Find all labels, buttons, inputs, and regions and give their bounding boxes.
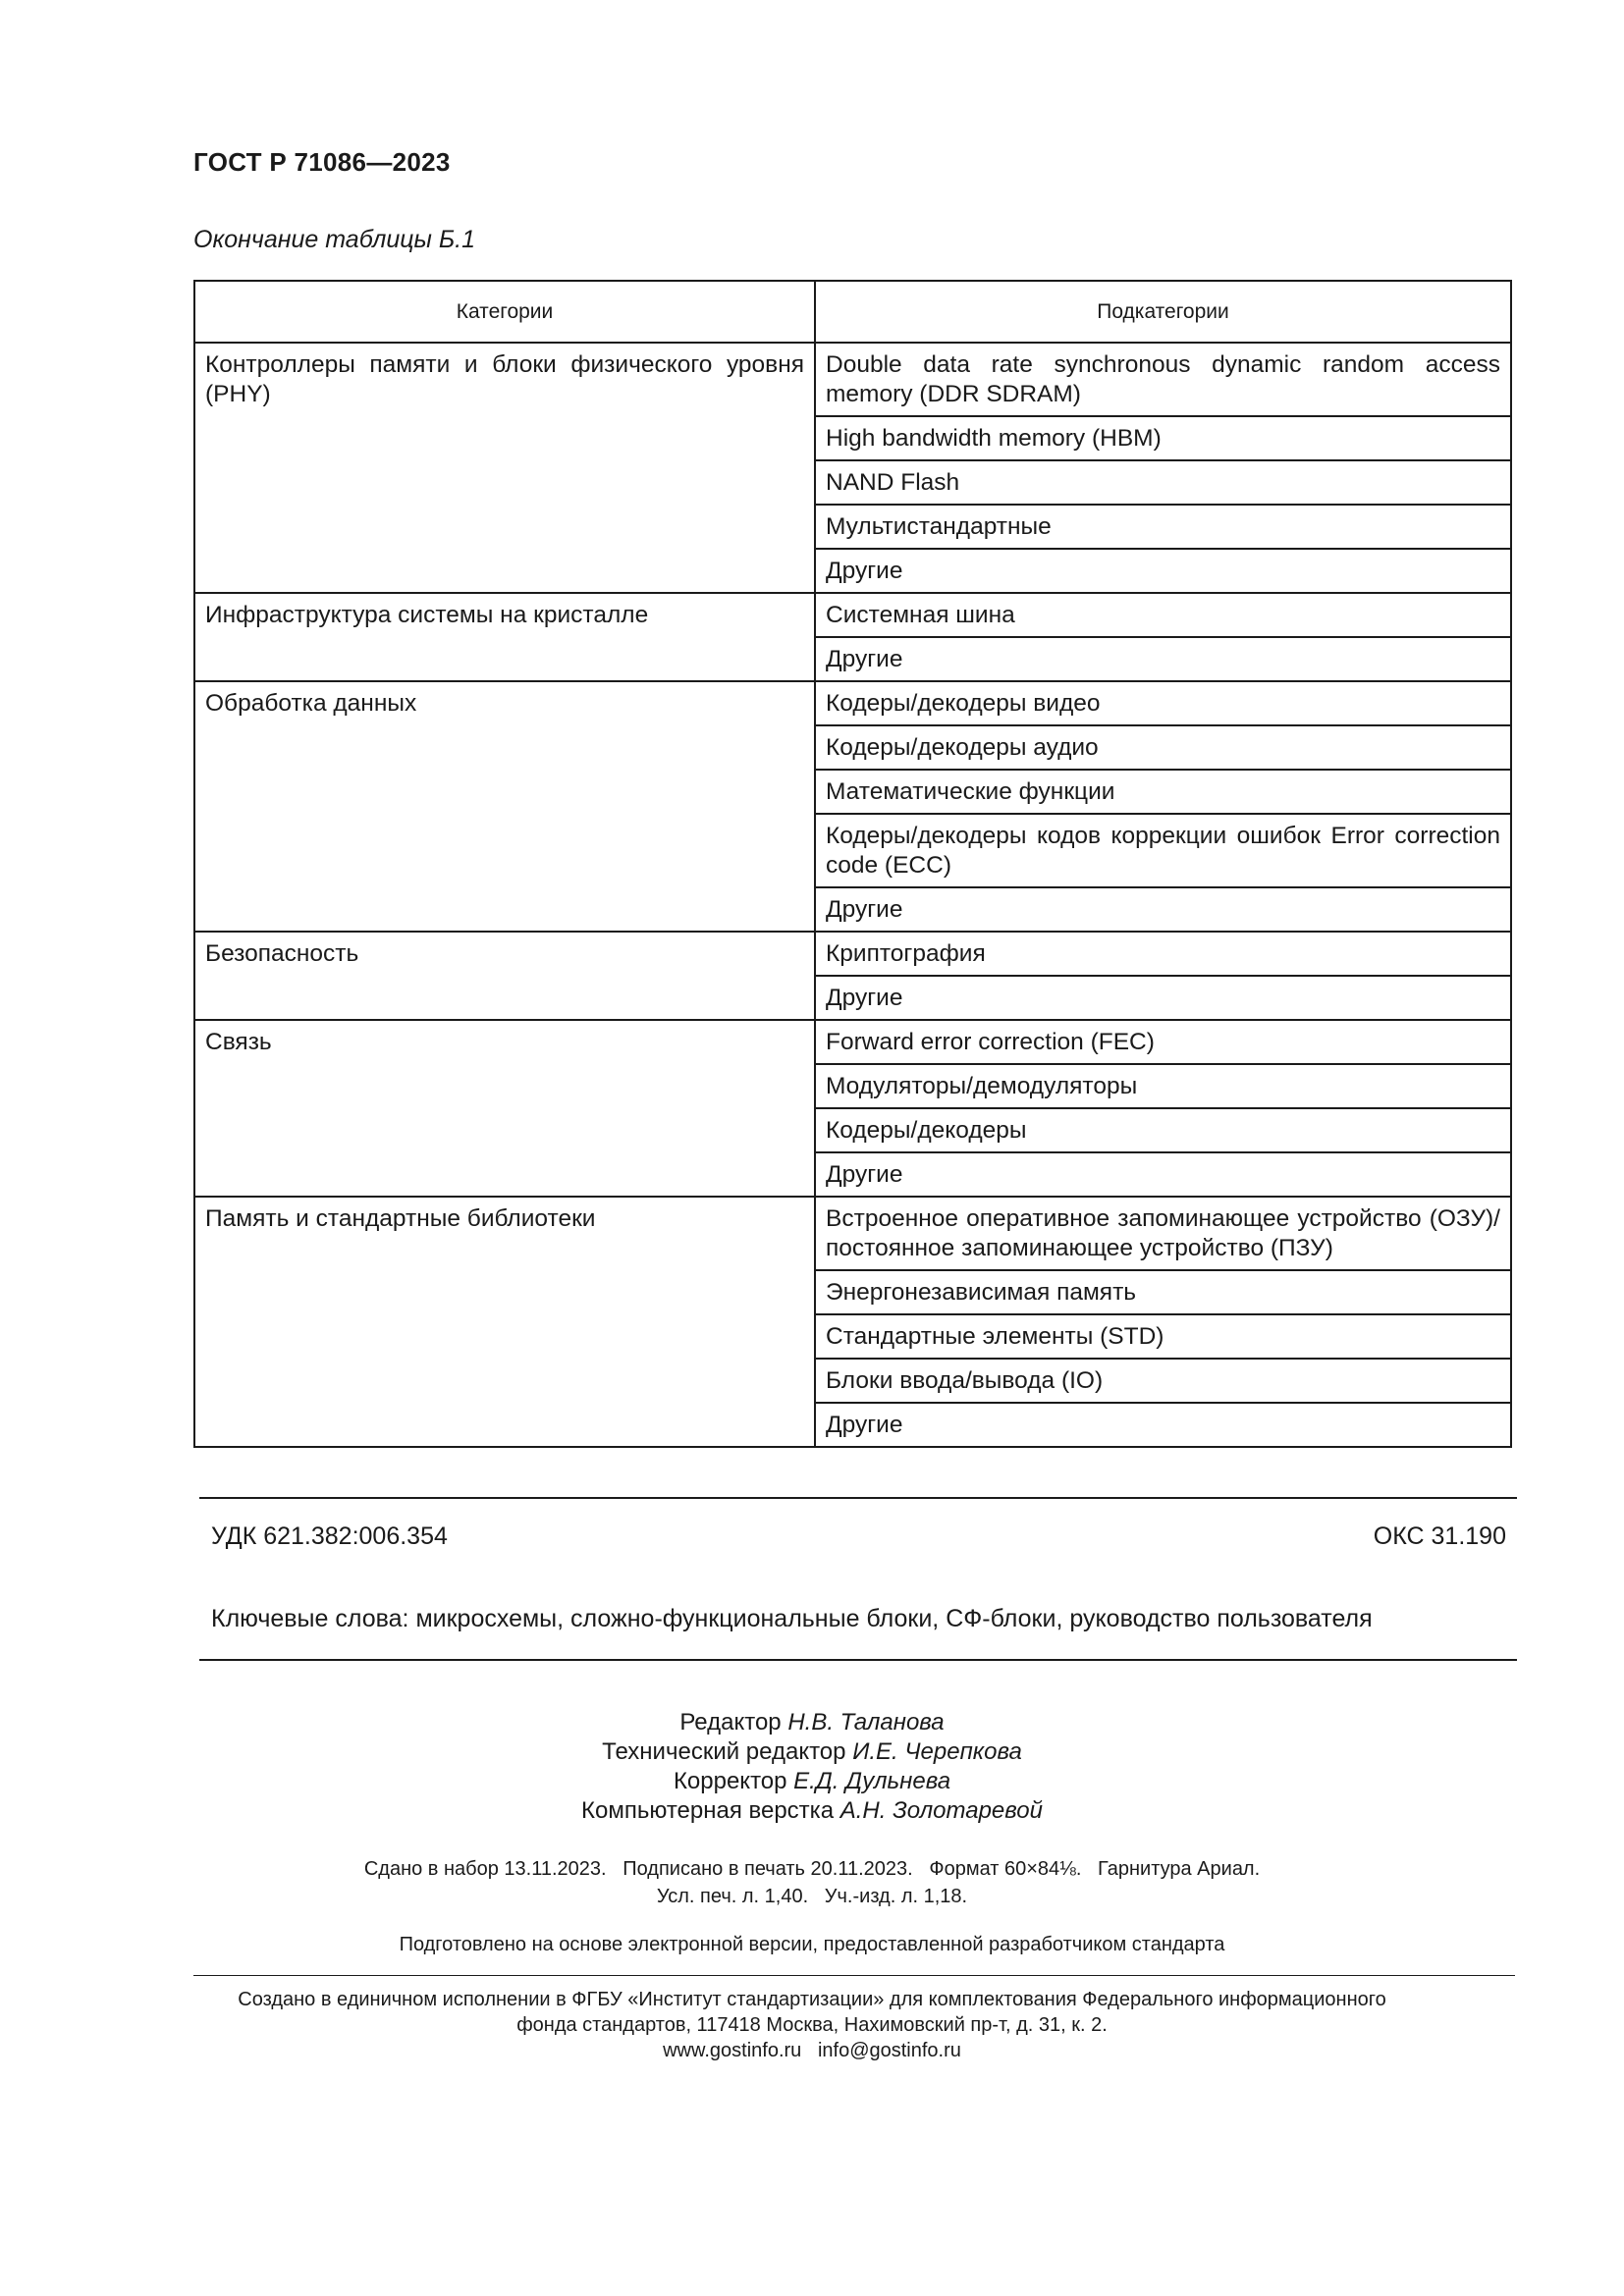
imprint-line: Сдано в набор 13.11.2023. Подписано в печать 20.11.2023. Формат 60×84⅛. Гарнитура Ариал. [363,1858,1261,1880]
divider-publisher [193,1975,1515,1976]
subcategory-cell: Другие [815,549,1511,593]
subcategory-cell: Кодеры/декодеры кодов коррекции ошибок Error correction code (ECC) [815,814,1511,887]
category-cell: Связь [194,1020,815,1197]
subcategory-cell: Кодеры/декодеры [815,1108,1511,1152]
category-cell: Память и стандартные библиотеки [194,1197,815,1447]
imprint-line: Усл. печ. л. 1,40. Уч.-изд. л. 1,18. [656,1886,968,1907]
udk-code: УДК 621.382:006.354 [211,1522,448,1550]
subcategory-cell: NAND Flash [815,460,1511,505]
publisher-info [0,1987,1624,2063]
subcategory-cell: Forward error correction (FEC) [815,1020,1511,1064]
category-cell: Контроллеры памяти и блоки физического уровня (PHY) [194,343,815,593]
staff-credits [0,1708,1624,1826]
table-header-row [194,281,1511,343]
imprint-info [0,1855,1624,1910]
subcategory-cell: Энергонезависимая память [815,1270,1511,1314]
subcategory-cell: Кодеры/декодеры видео [815,681,1511,725]
subcategory-cell: Встроенное оперативное запоминающее устройство (ОЗУ)/постоянное запоминающее устройство (ПЗУ) [815,1197,1511,1270]
staff-role: Технический редактор [602,1738,846,1765]
subcategory-cell: Модуляторы/демодуляторы [815,1064,1511,1108]
subcategory-cell: Другие [815,887,1511,932]
staff-role: Компьютерная верстка [581,1797,835,1824]
publisher-contacts: www.gostinfo.ru info@gostinfo.ru [663,2040,961,2061]
subcategory-cell: Стандартные элементы (STD) [815,1314,1511,1359]
subcategory-cell: Математические функции [815,770,1511,814]
staff-name: А.Н. Золотаревой [839,1797,1043,1824]
category-cell: Безопасность [194,932,815,1020]
subcategory-cell: Другие [815,637,1511,681]
subcategory-cell: Криптография [815,932,1511,976]
standard-header: ГОСТ Р 71086—2023 [193,147,451,177]
subcategory-cell: Другие [815,1403,1511,1447]
table-row [194,932,1511,976]
staff-role: Корректор [673,1768,787,1794]
divider-top [199,1497,1517,1499]
subcategory-cell: Double data rate synchronous dynamic random access memory (DDR SDRAM) [815,343,1511,416]
publisher-line: Создано в единичном исполнении в ФГБУ «Институт стандартизации» для комплектования Федерального информационного [238,1989,1386,2010]
subcategory-cell: Блоки ввода/вывода (IO) [815,1359,1511,1403]
table-row [194,593,1511,637]
subcategory-cell: Мультистандартные [815,505,1511,549]
table-row [194,1020,1511,1064]
subcategory-cell: Другие [815,976,1511,1020]
category-cell: Инфраструктура системы на кристалле [194,593,815,681]
table-row [194,1197,1511,1270]
table-caption: Окончание таблицы Б.1 [193,226,475,253]
subcategory-cell: Другие [815,1152,1511,1197]
divider-bottom [199,1659,1517,1661]
table-row [194,681,1511,725]
header-categories: Категории [194,281,815,343]
staff-line [0,1708,1624,1737]
staff-name: Н.В. Таланова [787,1709,945,1735]
subcategory-cell: High bandwidth memory (HBM) [815,416,1511,460]
staff-name: И.Е. Черепкова [852,1738,1022,1765]
staff-role: Редактор [679,1709,782,1735]
staff-line [0,1767,1624,1796]
keywords-line: Ключевые слова: микросхемы, сложно-функциональные блоки, СФ-блоки, руководство пользователя [211,1605,1373,1632]
oks-code: ОКС 31.190 [1373,1522,1506,1550]
prepared-note: Подготовлено на основе электронной версии, предоставленной разработчиком стандарта [399,1934,1225,1955]
staff-line [0,1796,1624,1826]
publisher-line: фонда стандартов, 117418 Москва, Нахимовский пр-т, д. 31, к. 2. [516,2014,1108,2036]
subcategory-cell: Системная шина [815,593,1511,637]
categories-table [193,280,1512,1448]
table-row [194,343,1511,416]
header-subcategories: Подкатегории [815,281,1511,343]
staff-name: Е.Д. Дульнева [793,1768,951,1794]
category-cell: Обработка данных [194,681,815,932]
staff-line [0,1737,1624,1767]
subcategory-cell: Кодеры/декодеры аудио [815,725,1511,770]
